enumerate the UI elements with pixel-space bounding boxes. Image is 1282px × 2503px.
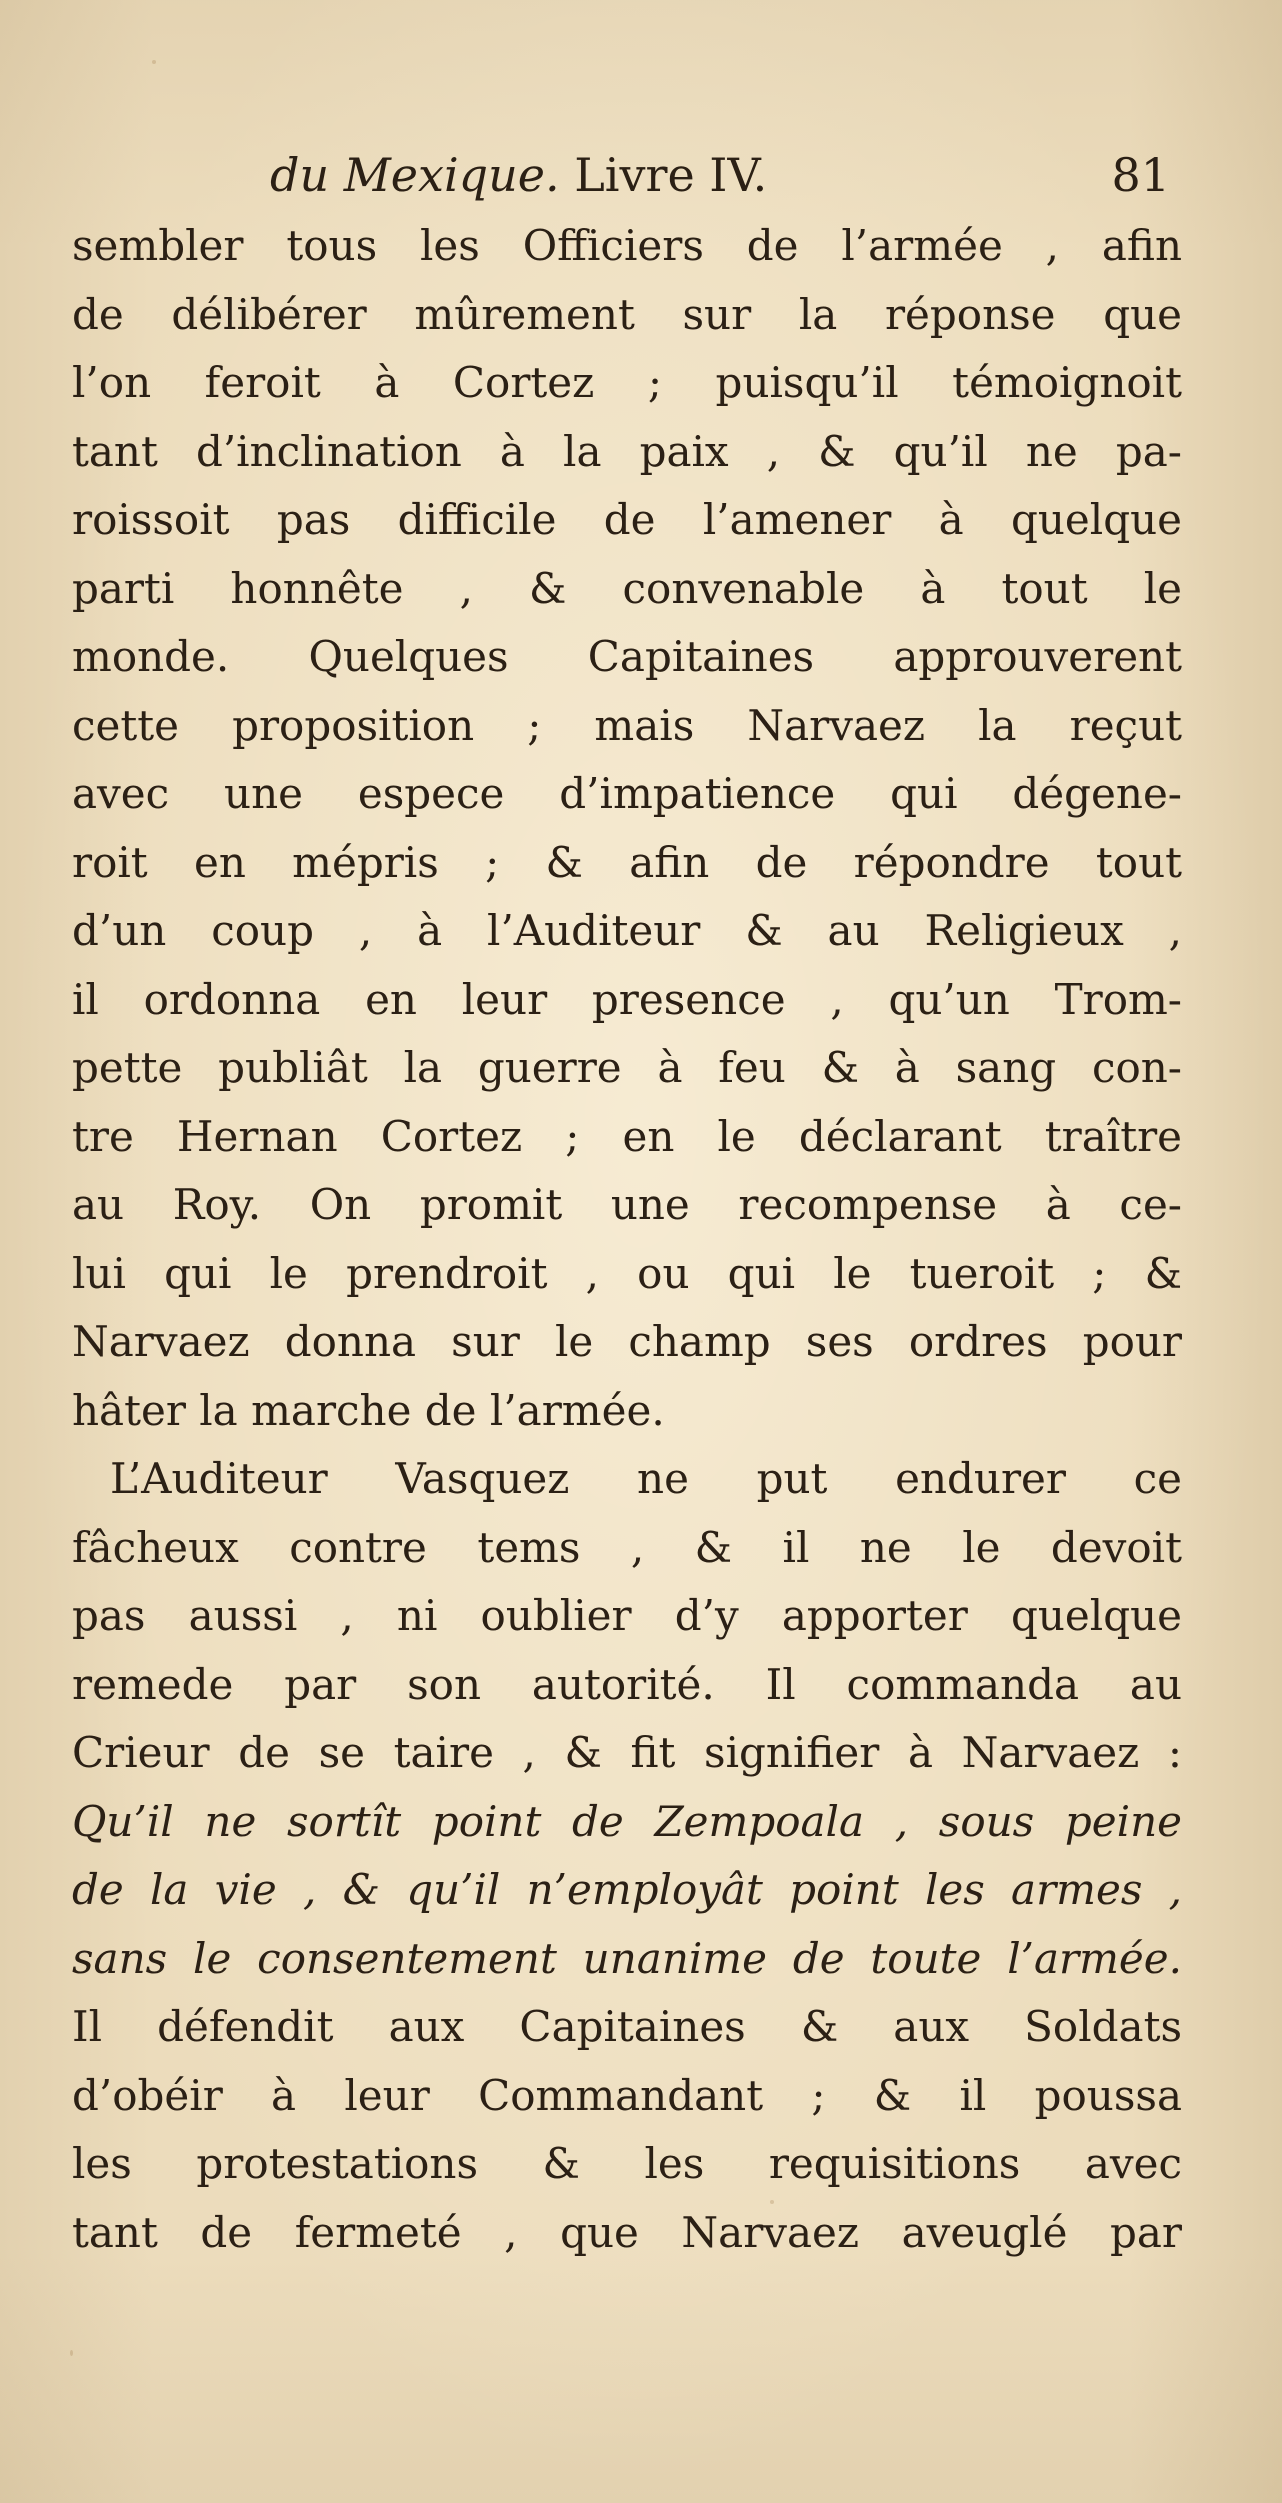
page-number: 81 (1111, 148, 1170, 202)
running-header (270, 140, 1170, 210)
text-line: Qu’il ne sortît point de Zempoala , sous peine (72, 1796, 1182, 1846)
text-line: hâter la marche de l’armée. (72, 1385, 665, 1435)
text-line: Narvaez donna sur le champ ses ordres pour (72, 1317, 1182, 1366)
body-text (72, 212, 1182, 2267)
text-line: Il défendit aux Capitaines & aux Soldats (72, 2002, 1182, 2051)
text-line: cette proposition ; mais Narvaez la reçut (72, 700, 1182, 750)
text-line: sans le consentement unanime de toute l’armée. (72, 1933, 1182, 1983)
paper-foxing-spot (152, 60, 156, 64)
text-line: les protestations & les requisitions avec (72, 2139, 1182, 2188)
text-line: tant de fermeté , que Narvaez aveuglé par (72, 2207, 1182, 2257)
text-line: parti honnête , & convenable à tout le (72, 563, 1182, 613)
running-title-italic: du Mexique. (270, 148, 560, 202)
running-title (270, 140, 767, 210)
text-line: l’on feroit à Cortez ; puisqu’il témoignoit (72, 358, 1182, 407)
text-line: tre Hernan Cortez ; en le déclarant traître (72, 1111, 1182, 1161)
text-line: monde. Quelques Capitaines approuverent (72, 632, 1182, 681)
text-line: au Roy. On promit une recompense à ce- (72, 1180, 1182, 1229)
text-line: tant d’inclination à la paix , & qu’il ne pa- (72, 426, 1182, 476)
text-line: sembler tous les Officiers de l’armée , afin (72, 221, 1182, 270)
paper-foxing-spot (70, 2350, 73, 2356)
text-line: pette publiât la guerre à feu & à sang con- (72, 1043, 1182, 1092)
text-line: L’Auditeur Vasquez ne put endurer ce (110, 1454, 1182, 1503)
text-line: roissoit pas difficile de l’amener à quelque (72, 495, 1182, 544)
text-line: Crieur de se taire , & fit signifier à Narvaez : (72, 1728, 1182, 1777)
text-line: il ordonna en leur presence , qu’un Trom- (72, 974, 1182, 1024)
text-line: remede par son autorité. Il commanda au (72, 1659, 1182, 1709)
text-line: de la vie , & qu’il n’employât point les armes , (72, 1865, 1182, 1914)
text-line: roit en mépris ; & afin de répondre tout (72, 837, 1182, 887)
text-line: fâcheux contre tems , & il ne le devoit (72, 1522, 1182, 1572)
running-title-book: Livre IV. (574, 148, 768, 202)
text-line: de délibérer mûrement sur la réponse que (72, 289, 1182, 339)
text-line: pas aussi , ni oublier d’y apporter quelque (72, 1591, 1182, 1640)
text-line: avec une espece d’impatience qui dégene- (72, 769, 1182, 818)
text-line: lui qui le prendroit , ou qui le tueroit ; & (72, 1248, 1182, 1298)
text-line: d’obéir à leur Commandant ; & il poussa (72, 2070, 1182, 2120)
text-line: d’un coup , à l’Auditeur & au Religieux , (72, 906, 1182, 955)
